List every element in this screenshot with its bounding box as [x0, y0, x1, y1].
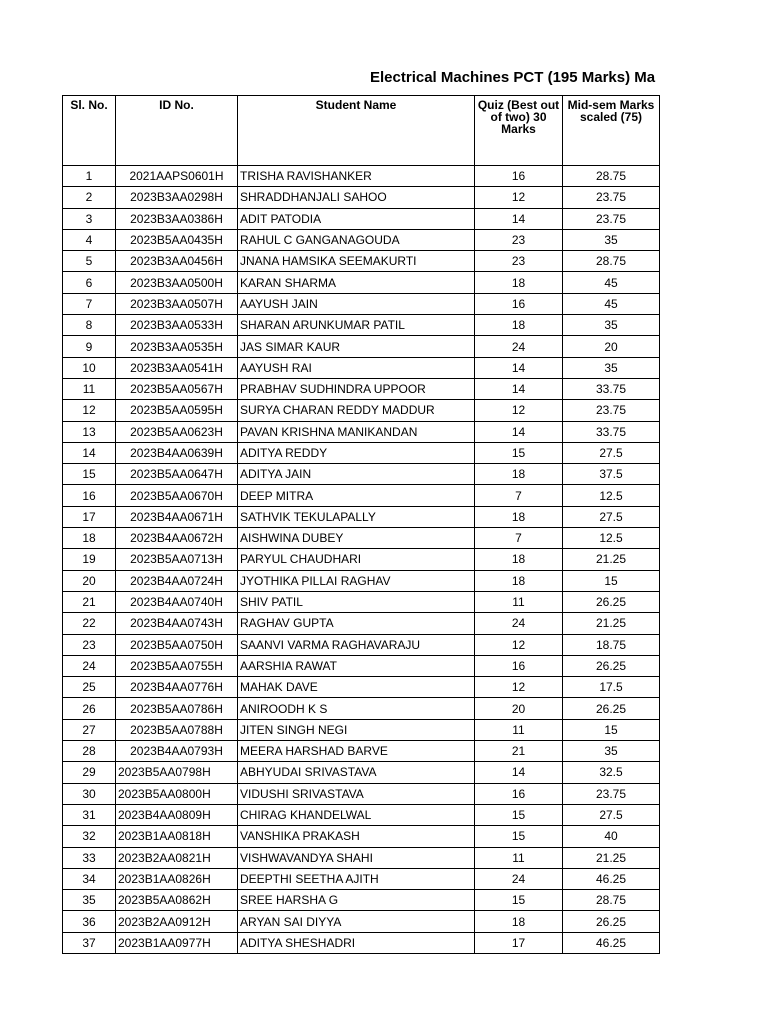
table-row — [63, 187, 660, 208]
cell-id-no: 2023B1AA0826H — [116, 868, 238, 889]
cell-sl-no: 37 — [63, 932, 116, 953]
cell-quiz: 16 — [475, 293, 563, 314]
cell-id-no: 2023B2AA0821H — [116, 847, 238, 868]
cell-id-no: 2023B3AA0507H — [116, 293, 238, 314]
table-row — [63, 762, 660, 783]
cell-midsem: 46.25 — [563, 868, 660, 889]
cell-sl-no: 29 — [63, 762, 116, 783]
cell-quiz: 18 — [475, 315, 563, 336]
cell-id-no: 2023B1AA0977H — [116, 932, 238, 953]
cell-id-no: 2023B5AA0670H — [116, 485, 238, 506]
cell-sl-no: 9 — [63, 336, 116, 357]
cell-student-name: SAANVI VARMA RAGHAVARAJU — [238, 634, 475, 655]
cell-id-no: 2023B3AA0533H — [116, 315, 238, 336]
cell-midsem: 45 — [563, 293, 660, 314]
cell-student-name: MAHAK DAVE — [238, 677, 475, 698]
cell-sl-no: 5 — [63, 251, 116, 272]
sheet-title: Electrical Machines PCT (195 Marks) Ma — [370, 69, 656, 86]
cell-sl-no: 30 — [63, 783, 116, 804]
cell-midsem: 23.75 — [563, 208, 660, 229]
cell-midsem: 35 — [563, 229, 660, 250]
cell-id-no: 2023B5AA0798H — [116, 762, 238, 783]
cell-midsem: 23.75 — [563, 187, 660, 208]
cell-midsem: 27.5 — [563, 804, 660, 825]
cell-student-name: JITEN SINGH NEGI — [238, 719, 475, 740]
cell-sl-no: 15 — [63, 464, 116, 485]
cell-quiz: 15 — [475, 804, 563, 825]
table-row — [63, 421, 660, 442]
cell-id-no: 2023B3AA0456H — [116, 251, 238, 272]
header-midsem: Mid-sem Marks scaled (75) — [563, 96, 660, 166]
cell-sl-no: 28 — [63, 741, 116, 762]
cell-sl-no: 33 — [63, 847, 116, 868]
cell-sl-no: 6 — [63, 272, 116, 293]
cell-id-no: 2023B5AA0623H — [116, 421, 238, 442]
cell-student-name: PARYUL CHAUDHARI — [238, 549, 475, 570]
cell-quiz: 11 — [475, 591, 563, 612]
table-row — [63, 570, 660, 591]
cell-student-name: VANSHIKA PRAKASH — [238, 826, 475, 847]
table-row — [63, 698, 660, 719]
cell-student-name: ADITYA REDDY — [238, 442, 475, 463]
cell-sl-no: 26 — [63, 698, 116, 719]
table-row — [63, 464, 660, 485]
table-row — [63, 890, 660, 911]
cell-sl-no: 23 — [63, 634, 116, 655]
cell-midsem: 26.25 — [563, 591, 660, 612]
cell-quiz: 20 — [475, 698, 563, 719]
table-row — [63, 655, 660, 676]
cell-id-no: 2023B4AA0809H — [116, 804, 238, 825]
table-row — [63, 847, 660, 868]
cell-sl-no: 14 — [63, 442, 116, 463]
cell-quiz: 18 — [475, 549, 563, 570]
cell-quiz: 14 — [475, 357, 563, 378]
cell-student-name: KARAN SHARMA — [238, 272, 475, 293]
cell-quiz: 14 — [475, 762, 563, 783]
cell-midsem: 33.75 — [563, 421, 660, 442]
table-row — [63, 549, 660, 570]
cell-quiz: 23 — [475, 251, 563, 272]
table-row — [63, 293, 660, 314]
cell-id-no: 2023B4AA0740H — [116, 591, 238, 612]
cell-id-no: 2023B3AA0298H — [116, 187, 238, 208]
cell-midsem: 12.5 — [563, 528, 660, 549]
cell-midsem: 26.25 — [563, 655, 660, 676]
cell-id-no: 2023B5AA0800H — [116, 783, 238, 804]
table-row — [63, 591, 660, 612]
cell-id-no: 2023B5AA0786H — [116, 698, 238, 719]
cell-id-no: 2023B5AA0755H — [116, 655, 238, 676]
cell-quiz: 7 — [475, 485, 563, 506]
cell-midsem: 26.25 — [563, 698, 660, 719]
table-row — [63, 719, 660, 740]
cell-id-no: 2023B3AA0386H — [116, 208, 238, 229]
cell-quiz: 15 — [475, 442, 563, 463]
cell-student-name: JAS SIMAR KAUR — [238, 336, 475, 357]
cell-sl-no: 24 — [63, 655, 116, 676]
table-row — [63, 804, 660, 825]
cell-sl-no: 10 — [63, 357, 116, 378]
table-row — [63, 166, 660, 187]
table-row — [63, 613, 660, 634]
cell-id-no: 2023B5AA0567H — [116, 378, 238, 399]
cell-student-name: SATHVIK TEKULAPALLY — [238, 506, 475, 527]
cell-id-no: 2023B2AA0912H — [116, 911, 238, 932]
table-row — [63, 272, 660, 293]
table-row — [63, 336, 660, 357]
cell-quiz: 16 — [475, 783, 563, 804]
table-row — [63, 932, 660, 953]
cell-quiz: 16 — [475, 655, 563, 676]
cell-sl-no: 17 — [63, 506, 116, 527]
table-row — [63, 315, 660, 336]
cell-student-name: RAGHAV GUPTA — [238, 613, 475, 634]
cell-quiz: 16 — [475, 166, 563, 187]
cell-id-no: 2023B1AA0818H — [116, 826, 238, 847]
cell-sl-no: 34 — [63, 868, 116, 889]
cell-student-name: AARSHIA RAWAT — [238, 655, 475, 676]
cell-id-no: 2023B5AA0435H — [116, 229, 238, 250]
cell-sl-no: 32 — [63, 826, 116, 847]
table-row — [63, 634, 660, 655]
cell-midsem: 28.75 — [563, 251, 660, 272]
cell-sl-no: 12 — [63, 400, 116, 421]
cell-midsem: 15 — [563, 719, 660, 740]
cell-student-name: JNANA HAMSIKA SEEMAKURTI — [238, 251, 475, 272]
cell-midsem: 37.5 — [563, 464, 660, 485]
header-row — [63, 96, 660, 166]
cell-midsem: 23.75 — [563, 400, 660, 421]
cell-sl-no: 22 — [63, 613, 116, 634]
cell-sl-no: 8 — [63, 315, 116, 336]
cell-quiz: 15 — [475, 826, 563, 847]
cell-sl-no: 4 — [63, 229, 116, 250]
cell-quiz: 7 — [475, 528, 563, 549]
table-row — [63, 528, 660, 549]
cell-sl-no: 20 — [63, 570, 116, 591]
cell-id-no: 2023B4AA0743H — [116, 613, 238, 634]
cell-quiz: 17 — [475, 932, 563, 953]
cell-id-no: 2023B4AA0724H — [116, 570, 238, 591]
cell-sl-no: 3 — [63, 208, 116, 229]
cell-id-no: 2023B4AA0639H — [116, 442, 238, 463]
cell-sl-no: 27 — [63, 719, 116, 740]
table-row — [63, 251, 660, 272]
cell-midsem: 21.25 — [563, 549, 660, 570]
cell-midsem: 26.25 — [563, 911, 660, 932]
cell-midsem: 35 — [563, 315, 660, 336]
cell-quiz: 23 — [475, 229, 563, 250]
table-row — [63, 442, 660, 463]
cell-id-no: 2023B5AA0750H — [116, 634, 238, 655]
cell-student-name: CHIRAG KHANDELWAL — [238, 804, 475, 825]
cell-midsem: 32.5 — [563, 762, 660, 783]
cell-quiz: 14 — [475, 208, 563, 229]
cell-midsem: 28.75 — [563, 890, 660, 911]
cell-quiz: 18 — [475, 911, 563, 932]
cell-midsem: 21.25 — [563, 613, 660, 634]
table-row — [63, 783, 660, 804]
cell-student-name: SHIV PATIL — [238, 591, 475, 612]
cell-sl-no: 25 — [63, 677, 116, 698]
cell-student-name: ADIT PATODIA — [238, 208, 475, 229]
table-row — [63, 868, 660, 889]
cell-id-no: 2023B5AA0862H — [116, 890, 238, 911]
cell-midsem: 27.5 — [563, 506, 660, 527]
cell-quiz: 11 — [475, 847, 563, 868]
cell-id-no: 2023B5AA0713H — [116, 549, 238, 570]
cell-sl-no: 21 — [63, 591, 116, 612]
cell-student-name: JYOTHIKA PILLAI RAGHAV — [238, 570, 475, 591]
table-row — [63, 826, 660, 847]
cell-id-no: 2021AAPS0601H — [116, 166, 238, 187]
cell-quiz: 18 — [475, 506, 563, 527]
header-id-no: ID No. — [116, 96, 238, 166]
cell-student-name: SHRADDHANJALI SAHOO — [238, 187, 475, 208]
cell-quiz: 12 — [475, 187, 563, 208]
cell-quiz: 12 — [475, 677, 563, 698]
cell-quiz: 18 — [475, 464, 563, 485]
cell-sl-no: 19 — [63, 549, 116, 570]
cell-id-no: 2023B4AA0776H — [116, 677, 238, 698]
cell-sl-no: 35 — [63, 890, 116, 911]
cell-student-name: ARYAN SAI DIYYA — [238, 911, 475, 932]
cell-sl-no: 1 — [63, 166, 116, 187]
cell-quiz: 14 — [475, 378, 563, 399]
cell-sl-no: 7 — [63, 293, 116, 314]
cell-student-name: ABHYUDAI SRIVASTAVA — [238, 762, 475, 783]
cell-midsem: 27.5 — [563, 442, 660, 463]
cell-student-name: SURYA CHARAN REDDY MADDUR — [238, 400, 475, 421]
cell-student-name: ADITYA SHESHADRI — [238, 932, 475, 953]
cell-id-no: 2023B4AA0793H — [116, 741, 238, 762]
cell-student-name: VIDUSHI SRIVASTAVA — [238, 783, 475, 804]
cell-sl-no: 31 — [63, 804, 116, 825]
cell-student-name: MEERA HARSHAD BARVE — [238, 741, 475, 762]
table-row — [63, 378, 660, 399]
marks-table — [62, 95, 660, 954]
cell-student-name: DEEPTHI SEETHA AJITH — [238, 868, 475, 889]
cell-student-name: PRABHAV SUDHINDRA UPPOOR — [238, 378, 475, 399]
cell-quiz: 15 — [475, 890, 563, 911]
cell-sl-no: 18 — [63, 528, 116, 549]
table-row — [63, 208, 660, 229]
cell-quiz: 18 — [475, 272, 563, 293]
cell-sl-no: 13 — [63, 421, 116, 442]
table-row — [63, 357, 660, 378]
cell-id-no: 2023B5AA0788H — [116, 719, 238, 740]
cell-midsem: 12.5 — [563, 485, 660, 506]
cell-quiz: 24 — [475, 613, 563, 634]
cell-student-name: VISHWAVANDYA SHAHI — [238, 847, 475, 868]
cell-quiz: 24 — [475, 336, 563, 357]
cell-midsem: 17.5 — [563, 677, 660, 698]
table-body — [63, 166, 660, 954]
cell-quiz: 12 — [475, 634, 563, 655]
table-row — [63, 506, 660, 527]
cell-midsem: 23.75 — [563, 783, 660, 804]
cell-quiz: 21 — [475, 741, 563, 762]
cell-student-name: DEEP MITRA — [238, 485, 475, 506]
table-row — [63, 485, 660, 506]
cell-midsem: 28.75 — [563, 166, 660, 187]
cell-quiz: 11 — [475, 719, 563, 740]
cell-id-no: 2023B4AA0672H — [116, 528, 238, 549]
cell-sl-no: 2 — [63, 187, 116, 208]
cell-midsem: 18.75 — [563, 634, 660, 655]
cell-id-no: 2023B5AA0595H — [116, 400, 238, 421]
table-row — [63, 741, 660, 762]
table-row — [63, 911, 660, 932]
cell-quiz: 24 — [475, 868, 563, 889]
cell-student-name: SREE HARSHA G — [238, 890, 475, 911]
cell-midsem: 35 — [563, 357, 660, 378]
cell-student-name: SHARAN ARUNKUMAR PATIL — [238, 315, 475, 336]
header-sl-no: Sl. No. — [63, 96, 116, 166]
cell-midsem: 46.25 — [563, 932, 660, 953]
cell-midsem: 33.75 — [563, 378, 660, 399]
cell-sl-no: 36 — [63, 911, 116, 932]
cell-quiz: 12 — [475, 400, 563, 421]
cell-midsem: 45 — [563, 272, 660, 293]
cell-midsem: 15 — [563, 570, 660, 591]
cell-id-no: 2023B3AA0541H — [116, 357, 238, 378]
header-quiz: Quiz (Best out of two) 30 Marks — [475, 96, 563, 166]
header-student-name: Student Name — [238, 96, 475, 166]
cell-midsem: 35 — [563, 741, 660, 762]
table-row — [63, 677, 660, 698]
cell-sl-no: 11 — [63, 378, 116, 399]
cell-student-name: RAHUL C GANGANAGOUDA — [238, 229, 475, 250]
cell-id-no: 2023B5AA0647H — [116, 464, 238, 485]
cell-sl-no: 16 — [63, 485, 116, 506]
cell-midsem: 20 — [563, 336, 660, 357]
table-row — [63, 229, 660, 250]
cell-id-no: 2023B4AA0671H — [116, 506, 238, 527]
cell-quiz: 14 — [475, 421, 563, 442]
cell-id-no: 2023B3AA0535H — [116, 336, 238, 357]
cell-student-name: ADITYA JAIN — [238, 464, 475, 485]
cell-student-name: AISHWINA DUBEY — [238, 528, 475, 549]
cell-student-name: AAYUSH JAIN — [238, 293, 475, 314]
cell-student-name: PAVAN KRISHNA MANIKANDAN — [238, 421, 475, 442]
cell-midsem: 21.25 — [563, 847, 660, 868]
cell-midsem: 40 — [563, 826, 660, 847]
cell-id-no: 2023B3AA0500H — [116, 272, 238, 293]
cell-student-name: AAYUSH RAI — [238, 357, 475, 378]
table-row — [63, 400, 660, 421]
cell-student-name: TRISHA RAVISHANKER — [238, 166, 475, 187]
cell-student-name: ANIROODH K S — [238, 698, 475, 719]
cell-quiz: 18 — [475, 570, 563, 591]
